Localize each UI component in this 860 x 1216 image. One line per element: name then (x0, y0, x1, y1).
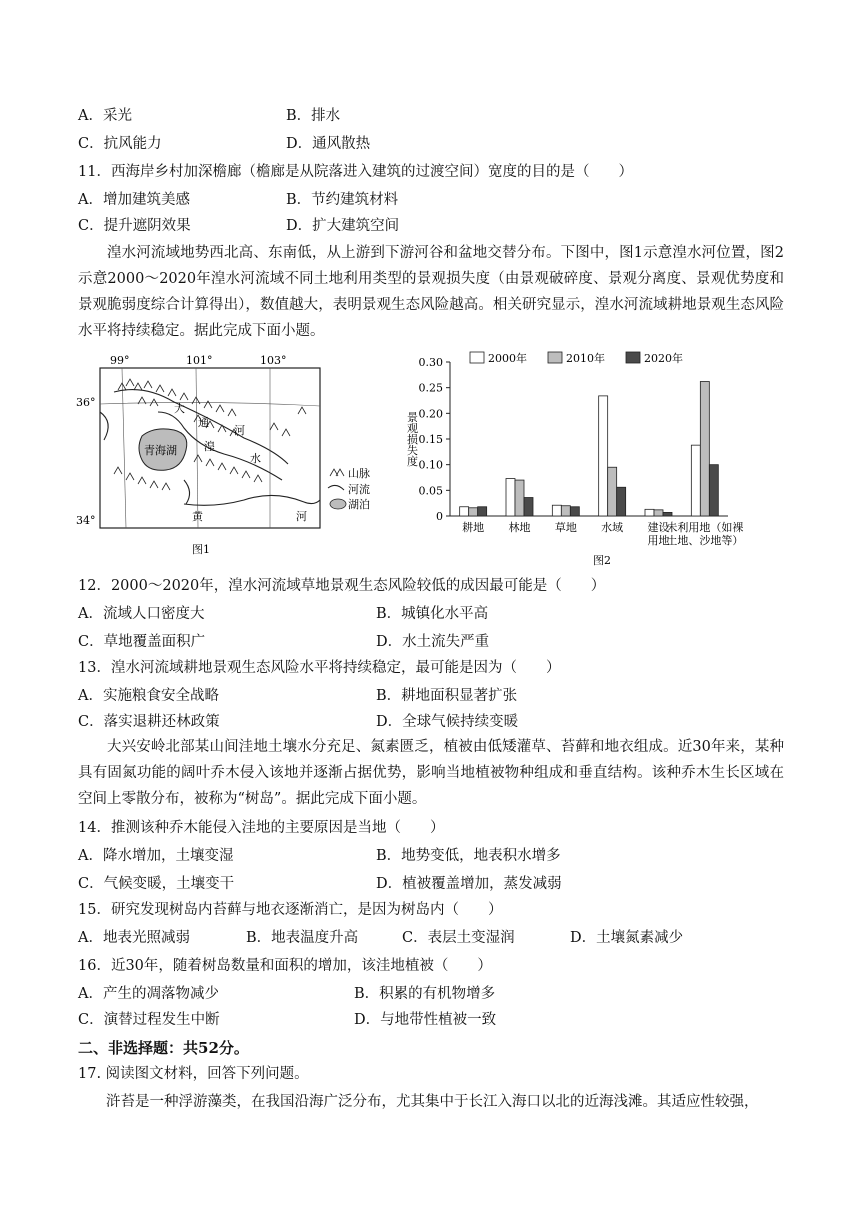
q14-option-b: B．地势变低，地表积水增多 (376, 848, 561, 864)
svg-text:河流: 河流 (348, 483, 370, 496)
legend-swatch (470, 352, 484, 363)
bar (552, 505, 561, 516)
q11-option-a: A．增加建筑美感 (78, 192, 190, 208)
q11-option-d: D．扩大建筑空间 (286, 218, 400, 234)
q12-option-a: A．流域人口密度大 (78, 606, 205, 622)
y-tick-label: 0.20 (418, 407, 443, 421)
q16-option-a: A．产生的凋落物减少 (78, 986, 219, 1002)
x-tick-label: 用地 (647, 534, 670, 547)
bar (478, 507, 487, 516)
passage-tree-island: 大兴安岭北部某山间洼地土壤水分充足、氮素匮乏，植被由低矮灌草、苔藓和地衣组成。近30年来，某种具有固氮功能的阔叶乔木侵入该地并逐渐占据优势，影响当地植被物种组成和垂直结构。该种乔木生长区域在空间上零散分布，被称为“树岛”。据此完成下面小题。 (78, 739, 784, 807)
bar (608, 467, 617, 516)
svg-text:山脉: 山脉 (348, 467, 370, 480)
q13-option-c: C．落实退耕还林政策 (78, 714, 220, 730)
q16-option-d: D．与地带性植被一致 (354, 1012, 497, 1028)
y-tick-label: 0.05 (418, 484, 443, 498)
y-axis-label: 景观损失度 (405, 411, 419, 467)
bar (460, 507, 469, 516)
passage-huangshui: 湟水河流域地势西北高、东南低，从上游到下游河谷和盆地交替分布。下图中，图1示意湟水河位置，图2示意2000～2020年湟水河流域不同土地利用类型的景观损失度（由景观破碎度、景观分离度、景观优势度和景观脆弱度综合计算得出），数值越大，表明景观生态风险越高。相关研究显示，湟水河流域耕地景观生态风险水平将持续稳定。据此完成下面小题。 (78, 245, 784, 339)
x-tick-label: 土地、沙地等） (666, 534, 744, 547)
legend-label: 2000年 (488, 352, 527, 365)
y-tick-label: 0.30 (418, 356, 443, 369)
legend-swatch (548, 352, 562, 363)
q15-option-b: B．地表温度升高 (246, 930, 359, 946)
y-tick-label: 0.25 (418, 381, 443, 395)
q13-option-a: A．实施粮食安全战略 (78, 688, 219, 704)
question-17-stem: 17. 阅读图文材料，回答下列问题。 (78, 1066, 309, 1082)
q12-option-c: C．草地覆盖面积广 (78, 634, 206, 650)
figure-2-chart (398, 346, 788, 571)
q13-option-b: B．耕地面积显著扩张 (376, 688, 518, 704)
q15-option-a: A．地表光照减弱 (78, 930, 190, 946)
figure-1-map (74, 350, 394, 565)
question-14-stem: 14．推测该种乔木能侵入洼地的主要原因是当地（ ） (78, 820, 445, 836)
question-13-stem: 13．湟水河流域耕地景观生态风险水平将持续稳定，最可能是因为（ ） (78, 660, 561, 676)
bar (709, 465, 718, 516)
river-char-shui: 水 (250, 452, 261, 465)
bar (515, 480, 524, 516)
legend-label: 2020年 (644, 352, 683, 365)
mountain-legend-icon (330, 469, 344, 476)
option-b: B．排水 (286, 108, 341, 124)
figure-1-caption: 图1 (192, 543, 210, 556)
y-tick-label: 0.15 (418, 433, 443, 446)
x-tick-label: 建设 (647, 521, 670, 534)
x-tick-label: 未利用地（如裸 (666, 521, 744, 534)
question-15-stem: 15．研究发现树岛内苔藓与地衣逐渐消亡，是因为树岛内（ ） (78, 902, 503, 918)
q14-option-a: A．降水增加，土壤变湿 (78, 848, 234, 864)
river-char-da: 大 (174, 402, 185, 415)
option-d: D．通风散热 (286, 136, 371, 152)
q16-option-b: B．积累的有机物增多 (354, 986, 496, 1002)
question-16-stem: 16．近30年，随着树岛数量和面积的增加，该洼地植被（ ） (78, 958, 492, 974)
lat-label-34: 34° (76, 514, 96, 527)
river-legend-icon (328, 485, 344, 490)
lon-label-99: 99° (110, 354, 130, 367)
lat-label-36: 36° (76, 396, 96, 409)
river-char-he1: 河 (234, 424, 245, 437)
y-tick-label: 0.10 (418, 458, 443, 472)
x-tick-label: 水域 (601, 521, 624, 534)
legend-swatch (626, 352, 640, 363)
bar (506, 479, 515, 516)
lon-label-103: 103° (260, 354, 287, 367)
svg-text:湖泊: 湖泊 (348, 498, 370, 511)
question-12-stem: 12．2000～2020年，湟水河流域草地景观生态风险较低的成因最可能是（ ） (78, 578, 606, 594)
bar (570, 507, 579, 516)
bar (617, 487, 626, 516)
question-11-stem: 11．西海岸乡村加深檐廊（檐廊是从院落进入建筑的过渡空间）宽度的目的是（ ） (78, 164, 633, 180)
lake-legend-icon (330, 499, 346, 509)
option-a: A．采光 (78, 108, 132, 124)
q15-option-c: C．表层土变湿润 (402, 930, 515, 946)
q11-option-c: C．提升遮阴效果 (78, 218, 191, 234)
x-tick-label: 林地 (508, 521, 531, 534)
legend-label: 2010年 (566, 352, 605, 365)
bar (663, 512, 672, 516)
question-17-material: 浒苔是一种浮游藻类，在我国沿海广泛分布，尤其集中于长江入海口以北的近海浅滩。其适应性较强， (106, 1094, 759, 1110)
q14-option-c: C．气候变暖，土壤变干 (78, 876, 235, 892)
bar (561, 506, 570, 516)
lon-label-101: 101° (186, 354, 213, 367)
x-tick-label: 耕地 (462, 521, 485, 534)
section-2-heading: 二、非选择题：共52分。 (78, 1039, 249, 1057)
bar (469, 508, 478, 516)
river-char-he2: 河 (296, 510, 307, 523)
y-tick-label: 0 (436, 510, 443, 523)
bar (691, 445, 700, 516)
map-legend (328, 467, 370, 511)
q16-option-c: C．演替过程发生中断 (78, 1012, 220, 1028)
q13-option-d: D．全球气候持续变暖 (376, 714, 519, 730)
river-char-huang: 湟 (204, 440, 215, 453)
bar (599, 396, 608, 516)
lake-label: 青海湖 (144, 444, 177, 457)
river-char-yellow: 黄 (192, 510, 203, 523)
bar (700, 382, 709, 516)
q15-option-d: D．土壤氮素减少 (570, 930, 684, 946)
q11-option-b: B．节约建筑材料 (286, 192, 399, 208)
bar (654, 510, 663, 516)
figure-2-caption: 图2 (593, 554, 611, 567)
x-tick-label: 草地 (554, 521, 577, 534)
q12-option-d: D．水土流失严重 (376, 634, 490, 650)
bar (645, 509, 654, 516)
q14-option-d: D．植被覆盖增加，蒸发减弱 (376, 876, 562, 892)
river-char-tong: 通 (198, 416, 209, 429)
option-c: C．抗风能力 (78, 136, 162, 152)
q12-option-b: B．城镇化水平高 (376, 606, 489, 622)
bar (524, 498, 533, 516)
